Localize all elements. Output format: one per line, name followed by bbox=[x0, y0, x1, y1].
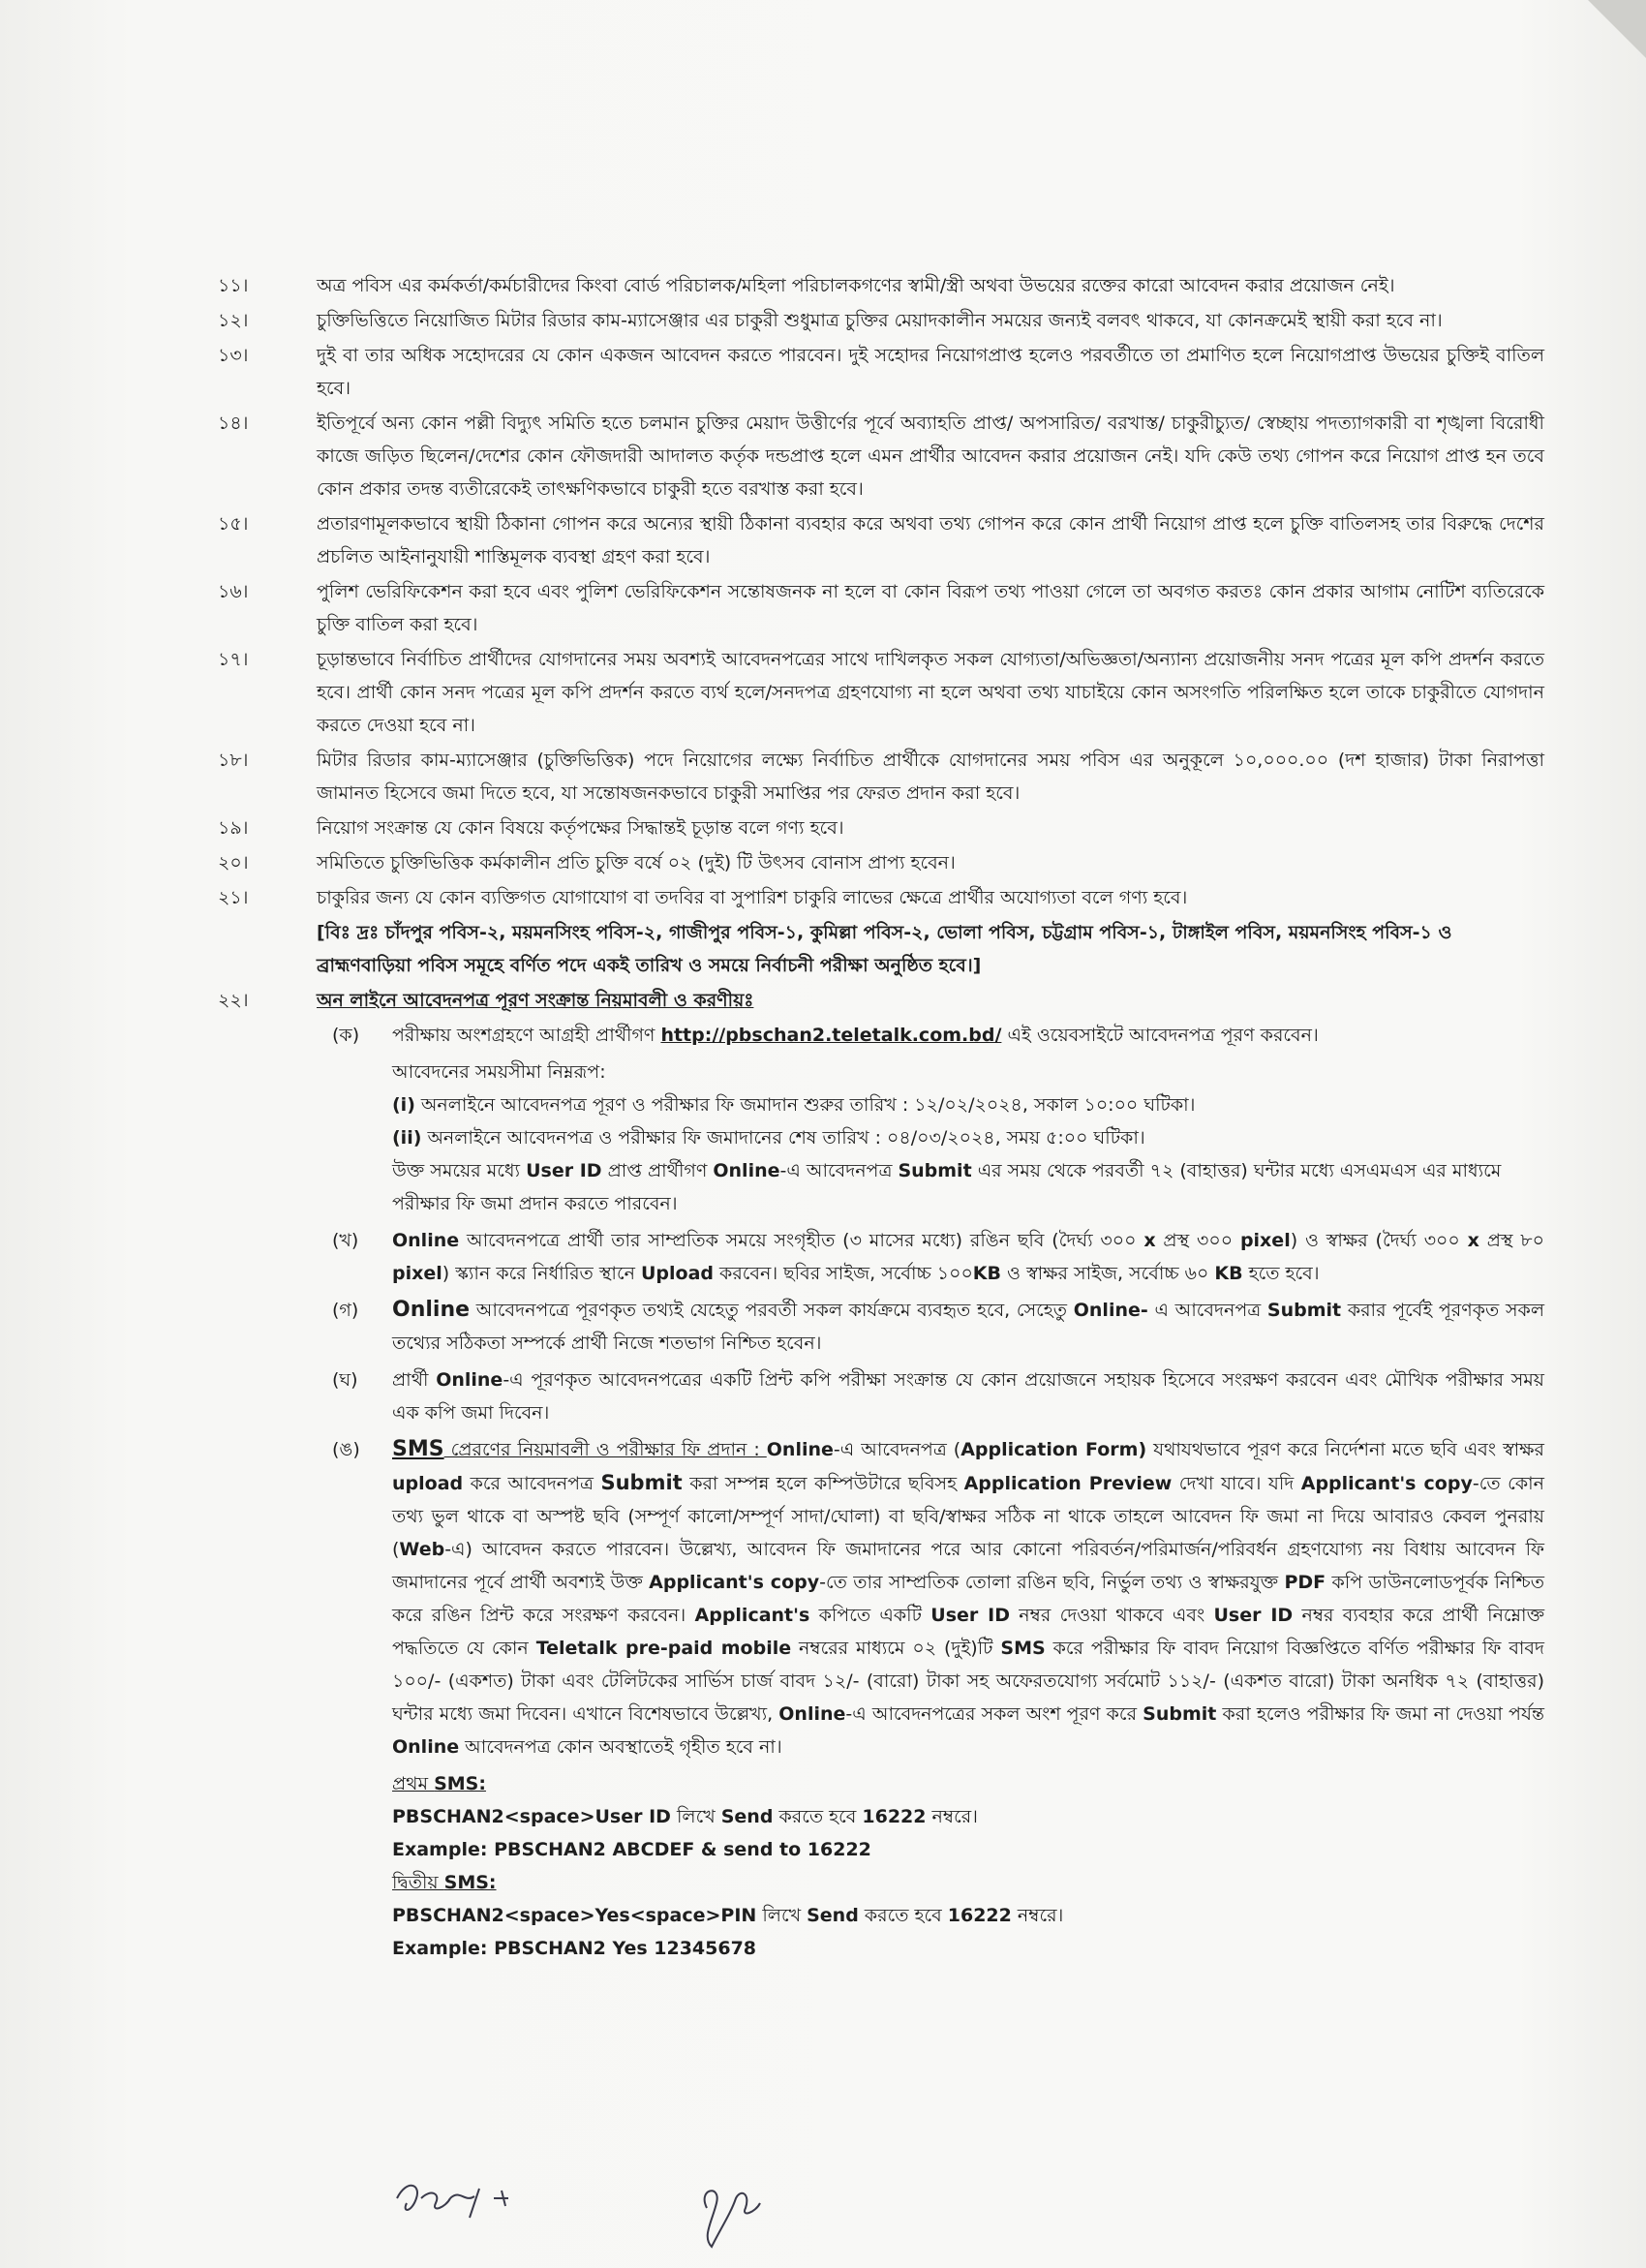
text-run: নম্বর ব্যবহার করে প্রার্থী নিম্নোক্ত পদ্ধতিতে যে কোন bbox=[392, 1605, 1545, 1659]
text-run: 16222 bbox=[862, 1806, 927, 1827]
text-run: উক্ত সময়ের মধ্যে bbox=[392, 1160, 527, 1181]
text-run: প্রস্থ ৩০০ bbox=[1155, 1230, 1240, 1251]
text-run: User ID bbox=[1213, 1605, 1294, 1626]
sub-item-uma bbox=[218, 1433, 1544, 1763]
sub-label: (খ) bbox=[332, 1230, 359, 1251]
sms-instructions bbox=[218, 1767, 1544, 1965]
text-run: KB bbox=[1214, 1263, 1243, 1284]
text-run: আবেদনপত্র কোন অবস্থাতেই গৃহীত হবে না। bbox=[459, 1736, 782, 1758]
online-application-heading: অন লাইনে আবেদনপত্র পূরণ সংক্রান্ত নিয়মাবলী ও করণীয়ঃ bbox=[317, 990, 754, 1011]
text-run: Submit bbox=[1143, 1703, 1217, 1725]
item-text: অত্র পবিস এর কর্মকর্তা/কর্মচারীদের কিংবা বোর্ড পরিচালক/মহিলা পরিচালকগণের স্বামী/স্ত্রী অথবা উভয়ের রক্তের কারো আবেদন করার প্রয়োজন নেই। bbox=[317, 275, 1395, 296]
text-run: -এ) আবেদন করতে পারবেন। উল্লেখ্য, আবেদন ফি জমাদানের পরে আর কোনো পরিবর্তন/পরিমার্জন/পরিবর্ধন গ্রহণযোগ্য নয় বিধায় আবেদন ফি জমাদানের পূর্বে প্রার্থী অবশ্যই উক্ত bbox=[392, 1539, 1544, 1593]
text-run: Submit bbox=[1266, 1300, 1342, 1321]
sub-item-gha bbox=[218, 1364, 1544, 1429]
numbered-item bbox=[218, 269, 1544, 302]
text-run: User ID bbox=[930, 1605, 1010, 1626]
sub-text: পরীক্ষায় অংশগ্রহণে আগ্রহী প্রার্থীগণ bbox=[392, 1025, 661, 1046]
text-run: -এ আবেদনপত্র bbox=[779, 1160, 899, 1181]
text-run: PBSCHAN2<space>Yes<space>PIN bbox=[392, 1905, 757, 1926]
text-run: যথাযথভাবে পূরণ করে নির্দেশনা মতে ছবি এবং স্বাক্ষর bbox=[1146, 1439, 1544, 1460]
sub-label: (ঙ) bbox=[332, 1439, 360, 1460]
numbered-items bbox=[218, 269, 1544, 914]
roman-label: (i) bbox=[392, 1094, 415, 1116]
text-run: Online bbox=[392, 1736, 460, 1758]
text-run: Teletalk pre-paid mobile bbox=[535, 1638, 792, 1659]
sub-item-ga bbox=[218, 1294, 1544, 1360]
item-text: দুই বা তার অধিক সহোদরের যে কোন একজন আবেদন করতে পারবেন। দুই সহোদর নিয়োগপ্রাপ্ত হলেও পরবর্তীতে তা প্রমাণিত হলে নিয়োগপ্রাপ্ত উভয়ের চুক্তিই বাতিল হবে। bbox=[317, 345, 1544, 399]
text-run: Send bbox=[807, 1905, 859, 1926]
text-run: প্রথম bbox=[392, 1773, 435, 1794]
text-run: নম্বরে। bbox=[1011, 1905, 1064, 1926]
text-run: KB bbox=[972, 1263, 1002, 1284]
text-run: -এ আবেদনপত্রের সকল অংশ পূরণ করে bbox=[845, 1703, 1143, 1725]
item-text: প্রতারণামূলকভাবে স্থায়ী ঠিকানা গোপন করে অন্যের স্থায়ী ঠিকানা ব্যবহার করে অথবা তথ্য গোপন করে কোন প্রার্থী নিয়োগ প্রাপ্ত হলে চুক্তি বাতিলসহ তার বিরুদ্ধে দেশের প্রচলিত আইনানুযায়ী শাস্তিমূলক ব্যবস্থা গ্রহণ করা হবে। bbox=[317, 513, 1544, 567]
text-run: করে আবেদনপত্র bbox=[463, 1473, 601, 1494]
numbered-item bbox=[218, 643, 1544, 742]
numbered-item bbox=[218, 812, 1544, 844]
text-run: Online bbox=[392, 1298, 471, 1322]
text-run: Upload bbox=[640, 1263, 714, 1284]
text-run: করার পূর্বেই পূরণকৃত সকল তথ্যের সঠিকতা সম্পর্কে প্রার্থী নিজে শতভাগ নিশ্চিত হবেন। bbox=[392, 1300, 1545, 1354]
text-run: করা হলেও পরীক্ষার ফি জমা না দেওয়া পর্যন্ত bbox=[1216, 1703, 1544, 1725]
text-run: কপিতে একটি bbox=[809, 1605, 931, 1626]
text-run: করে পরীক্ষার ফি বাবদ নিয়োগ বিজ্ঞপ্তিতে বর্ণিত পরীক্ষার ফি বাবদ ১০০/- (একশত) টাকা এবং টেলিটকের সার্ভিস চার্জ বাবদ ১২/- (বারো) টাকা সহ অফেরতযোগ্য সর্বমোট ১১২/- (একশত বারো) টাকা অনধিক ৭২ (বাহাত্তর) ঘন্টার মধ্যে জমা দিবেন। এখানে বিশেষভাবে উল্লেখ্য, bbox=[392, 1638, 1544, 1725]
item-number: ২০। bbox=[218, 852, 249, 873]
text-run: Send bbox=[720, 1806, 774, 1827]
time-limit-label: আবেদনের সময়সীমা নিম্নরূপ: bbox=[392, 1061, 606, 1083]
start-date-text: অনলাইনে আবেদনপত্র পূরণ ও পরীক্ষার ফি জমাদান শুরুর তারিখ : ১২/০২/২০২৪, সকাল ১০:০০ ঘটিকা। bbox=[414, 1094, 1196, 1116]
item-number: ১৪। bbox=[218, 413, 249, 434]
end-date-line bbox=[218, 1121, 1544, 1154]
text-run: Online bbox=[392, 1230, 460, 1251]
text-run: Applicant's copy bbox=[649, 1572, 820, 1593]
text-run: এর সময় থেকে পরবর্তী ৭২ (বাহাত্তর) ঘন্টার মধ্যে এসএমএস এর মাধ্যমে পরীক্ষার ফি জমা প্রদান করতে পারবেন। bbox=[392, 1160, 1502, 1214]
item-text: চূড়ান্তভাবে নির্বাচিত প্রার্থীদের যোগদানের সময় অবশ্যই আবেদনপত্রের সাথে দাখিলকৃত সকল যোগ্যতা/অভিজ্ঞতা/অন্যান্য প্রয়োজনীয় সনদ পত্রের মূল কপি প্রদর্শন করতে হবে। প্রার্থী কোন সনদ পত্রের মূল কপি প্রদর্শন করতে ব্যর্থ হলে/সনদপত্র গ্রহণযোগ্য না হলে অথবা তথ্য যাচাইয়ে কোন অসংগতি পরিলক্ষিত হলে তাকে চাকুরীতে যোগদান করতে দেওয়া হবে না। bbox=[317, 649, 1544, 736]
signature-right bbox=[705, 2191, 760, 2247]
numbered-item bbox=[218, 881, 1544, 914]
text-run: Application Form) bbox=[960, 1439, 1147, 1460]
sub-label: (গ) bbox=[332, 1300, 359, 1321]
text-run: Online- bbox=[1073, 1300, 1148, 1321]
text-run: Applicant's bbox=[694, 1605, 810, 1626]
item-text: নিয়োগ সংক্রান্ত যে কোন বিষয়ে কর্তৃপক্ষের সিদ্ধান্তই চূড়ান্ত বলে গণ্য হবে। bbox=[317, 817, 844, 839]
text-run: প্রাপ্ত প্রার্থীগণ bbox=[601, 1160, 714, 1181]
sub-label: (ক) bbox=[332, 1025, 360, 1046]
item-text: মিটার রিডার কাম-ম্যাসেঞ্জার (চুক্তিভিত্তিক) পদে নিয়োগের লক্ষ্যে নির্বাচিত প্রার্থীকে যোগদানের সময় পবিস এর অনুকূলে ১০,০০০.০০ (দশ হাজার) টাকা নিরাপত্তা জামানত হিসেবে জমা দিতে হবে, যা সন্তোষজনকভাবে চাকুরী সমাপ্তির পর ফেরত প্রদান করা হবে। bbox=[317, 750, 1544, 804]
text-run: 16222 bbox=[947, 1905, 1012, 1926]
text-run: নম্বরে। bbox=[926, 1806, 978, 1827]
text-run: এ আবেদনপত্র bbox=[1147, 1300, 1267, 1321]
item-text: ইতিপূর্বে অন্য কোন পল্লী বিদ্যুৎ সমিতি হতে চলমান চুক্তির মেয়াদ উত্তীর্ণের পূর্বে অব্যাহতি প্রাপ্ত/ অপসারিত/ বরখাস্ত/ চাকুরীচ্যুত/ স্বেচ্ছায় পদত্যাগকারী বা শৃঙ্খলা বিরোধী কাজে জড়িত ছিলেন/দেশের কোন ফৌজদারী আদালত কর্তৃক দন্ডপ্রাপ্ত হলে এমন প্রার্থীর আবেদন করার প্রয়োজন নেই। যদি কেউ তথ্য গোপন করে নিয়োগ প্রাপ্ত হন তবে কোন প্রকার তদন্ত ব্যতীরেকেই তাৎক্ষণিকভাবে চাকুরী হতে বরখাস্ত করা হবে। bbox=[317, 413, 1544, 500]
numbered-item bbox=[218, 407, 1544, 506]
text-run: -তে কোন তথ্য ভুল থাকে বা অস্পষ্ট ছবি (সম্পূর্ণ কালো/সম্পূর্ণ সাদা/ঘোলা) বা ছবি/স্বাক্ষর সঠিক না থাকে তাহলে আবেদন ফি জমা না দিয়ে আবারও কেবল পুনরায় ( bbox=[392, 1473, 1544, 1560]
text-run: প্রেরণের নিয়মাবলী ও পরীক্ষার ফি প্রদান : bbox=[443, 1439, 767, 1460]
item-number: ১১। bbox=[218, 275, 249, 296]
text-run: -এ আবেদনপত্র ( bbox=[833, 1439, 961, 1460]
item-text: চাকুরির জন্য যে কোন ব্যক্তিগত যোগাযোগ বা তদবির বা সুপারিশ চাকুরি লাভের ক্ষেত্রে প্রার্থীর অযোগ্যতা বলে গণ্য হবে। bbox=[317, 887, 1188, 908]
item-number: ১৩। bbox=[218, 345, 249, 366]
text-run: upload bbox=[392, 1473, 464, 1494]
second-sms-heading bbox=[392, 1866, 1544, 1899]
text-run: দ্বিতীয় bbox=[392, 1872, 444, 1893]
first-sms-example: Example: PBSCHAN2 ABCDEF & send to 16222 bbox=[392, 1839, 871, 1860]
signature-left bbox=[397, 2186, 508, 2218]
text-run: করতে হবে bbox=[858, 1905, 948, 1926]
text-run: প্রার্থী bbox=[392, 1369, 437, 1391]
text-run: দেখা যাবে। যদি bbox=[1172, 1473, 1301, 1494]
text-run: x bbox=[1467, 1230, 1479, 1251]
numbered-item bbox=[218, 744, 1544, 810]
text-run: Online bbox=[436, 1369, 503, 1391]
text-run: Submit bbox=[898, 1160, 972, 1181]
numbered-item bbox=[218, 507, 1544, 573]
text-run: নম্বরের মাধ্যমে ০২ (দুই)টি bbox=[791, 1638, 1001, 1659]
text-run: SMS bbox=[1000, 1638, 1046, 1659]
item-text: পুলিশ ভেরিফিকেশন করা হবে এবং পুলিশ ভেরিফিকেশন সন্তোষজনক না হলে বা কোন বিরূপ তথ্য পাওয়া গেলে তা অবগত করতঃ কোন প্রকার আগাম নোটিশ ব্যতিরেকে চুক্তি বাতিল করা হবে। bbox=[317, 581, 1544, 635]
text-run: করতে হবে bbox=[773, 1806, 863, 1827]
text-run: প্রস্থ ৮০ bbox=[1478, 1230, 1544, 1251]
text-run: করবেন। ছবির সাইজ, সর্বোচ্চ ১০০ bbox=[714, 1263, 973, 1284]
text-run: লিখে bbox=[670, 1806, 721, 1827]
first-sms-heading bbox=[392, 1767, 1544, 1800]
special-note: [বিঃ দ্রঃ চাঁদপুর পবিস-২, ময়মনসিংহ পবিস-২, গাজীপুর পবিস-১, কুমিল্লা পবিস-২, ভোলা পবিস, চট্টগ্রাম পবিস-১, টাঙ্গাইল পবিস, ময়মনসিংহ পবিস-১ ও ব্রাহ্মণবাড়িয়া পবিস সমূহে বর্ণিত পদে একই তারিখ ও সময়ে নির্বাচনী পরীক্ষা অনুষ্ঠিত হবে।] bbox=[317, 922, 1452, 976]
sub-item-kha bbox=[218, 1224, 1544, 1290]
text-run: -এ পূরণকৃত আবেদনপত্রের একটি প্রিন্ট কপি পরীক্ষা সংক্রান্ত যে কোন প্রয়োজনে সহায়ক হিসেবে সংরক্ষণ করবেন এবং মৌখিক পরীক্ষার সময় এক কপি জমা দিবেন। bbox=[392, 1369, 1544, 1424]
text-run: SMS: bbox=[443, 1872, 497, 1893]
text-run: Applicant's copy bbox=[1300, 1473, 1473, 1494]
roman-label: (ii) bbox=[392, 1127, 422, 1149]
text-run: আবেদনপত্রে পূরণকৃত তথ্যই যেহেতু পরবর্তী সকল কার্যক্রমে ব্যবহৃত হবে, সেহেতু bbox=[470, 1300, 1074, 1321]
text-run: PBSCHAN2<space>User ID bbox=[392, 1806, 671, 1827]
item-text: চুক্তিভিত্তিতে নিয়োজিত মিটার রিডার কাম-ম্যাসেঞ্জার এর চাকুরী শুধুমাত্র চুক্তির মেয়াদকালীন সময়ের জন্যই বলবৎ থাকবে, যা কোনক্রমেই স্থায়ী করা হবে না। bbox=[317, 310, 1443, 331]
text-run: -তে তার সাম্প্রতিক তোলা রঙিন ছবি, নির্ভুল তথ্য ও স্বাক্ষরযুক্ত bbox=[819, 1572, 1285, 1593]
sub-text: এই ওয়েবসাইটে আবেদনপত্র পূরণ করবেন। bbox=[1001, 1025, 1319, 1046]
text-run: Submit bbox=[600, 1471, 683, 1494]
fee-payment-paragraph bbox=[218, 1154, 1544, 1220]
text-run: Online bbox=[778, 1703, 846, 1725]
document-body bbox=[218, 269, 1544, 1965]
text-run: SMS bbox=[392, 1437, 444, 1461]
application-website-link[interactable]: http://pbschan2.teletalk.com.bd/ bbox=[660, 1025, 1002, 1046]
text-run: Online bbox=[713, 1160, 780, 1181]
text-run: SMS: bbox=[434, 1773, 486, 1794]
numbered-item bbox=[218, 846, 1544, 879]
item-number: ১৮। bbox=[218, 750, 249, 771]
first-sms-format bbox=[392, 1800, 1544, 1833]
item-text: সমিতিতে চুক্তিভিত্তিক কর্মকালীন প্রতি চুক্তি বর্ষে ০২ (দুই) টি উৎসব বোনাস প্রাপ্য হবেন। bbox=[317, 852, 956, 873]
text-run: হতে হবে। bbox=[1242, 1263, 1320, 1284]
text-run: ) ও স্বাক্ষর (দৈর্ঘ্য ৩০০ bbox=[1290, 1230, 1468, 1251]
item-number: ২১। bbox=[218, 887, 249, 908]
end-date-text: অনলাইনে আবেদনপত্র ও পরীক্ষার ফি জমাদানের শেষ তারিখ : ০৪/০৩/২০২৪, সময় ৫:০০ ঘটিকা। bbox=[421, 1127, 1145, 1149]
text-run: x bbox=[1143, 1230, 1156, 1251]
text-run: নম্বর দেওয়া থাকবে এবং bbox=[1010, 1605, 1214, 1626]
item-number: ১৭। bbox=[218, 649, 249, 670]
item-number: ২২। bbox=[218, 990, 249, 1011]
second-sms-format bbox=[392, 1899, 1544, 1932]
text-run: User ID bbox=[526, 1160, 602, 1181]
text-run: Online bbox=[766, 1439, 834, 1460]
page-fold-corner bbox=[1588, 0, 1646, 58]
text-run: Application Preview bbox=[963, 1473, 1173, 1494]
text-run: ) স্ক্যান করে নির্ধারিত স্থানে bbox=[442, 1263, 641, 1284]
numbered-item bbox=[218, 304, 1544, 337]
text-run: করা সম্পন্ন হলে কম্পিউটারে ছবিসহ bbox=[682, 1473, 964, 1494]
numbered-item bbox=[218, 575, 1544, 641]
item-number: ১৬। bbox=[218, 581, 249, 602]
second-sms-example: Example: PBSCHAN2 Yes 12345678 bbox=[392, 1938, 757, 1959]
numbered-item bbox=[218, 339, 1544, 405]
text-run: pixel bbox=[392, 1263, 442, 1284]
sub-label: (ঘ) bbox=[332, 1369, 358, 1391]
text-run: লিখে bbox=[756, 1905, 808, 1926]
start-date-line bbox=[218, 1088, 1544, 1121]
handwritten-signatures bbox=[387, 2160, 871, 2266]
item-number: ১৫। bbox=[218, 513, 249, 535]
sub-item-ka bbox=[218, 1019, 1544, 1052]
item-number: ১২। bbox=[218, 310, 249, 331]
text-run: ও স্বাক্ষর সাইজ, সর্বোচ্চ ৬০ bbox=[1001, 1263, 1215, 1284]
text-run: কপি ডাউনলোডপূর্বক নিশ্চিত করে রঙিন প্রিন্ট করে সংরক্ষণ করবেন। bbox=[392, 1572, 1544, 1626]
item-number: ১৯। bbox=[218, 817, 249, 839]
text-run: Web bbox=[399, 1539, 445, 1560]
item-22 bbox=[218, 984, 1544, 1017]
text-run: PDF bbox=[1284, 1572, 1326, 1593]
text-run: আবেদনপত্রে প্রার্থী তার সাম্প্রতিক সময়ে সংগৃহীত (৩ মাসের মধ্যে) রঙিন ছবি (দৈর্ঘ্য ৩০০ bbox=[459, 1230, 1144, 1251]
text-run: pixel bbox=[1239, 1230, 1291, 1251]
